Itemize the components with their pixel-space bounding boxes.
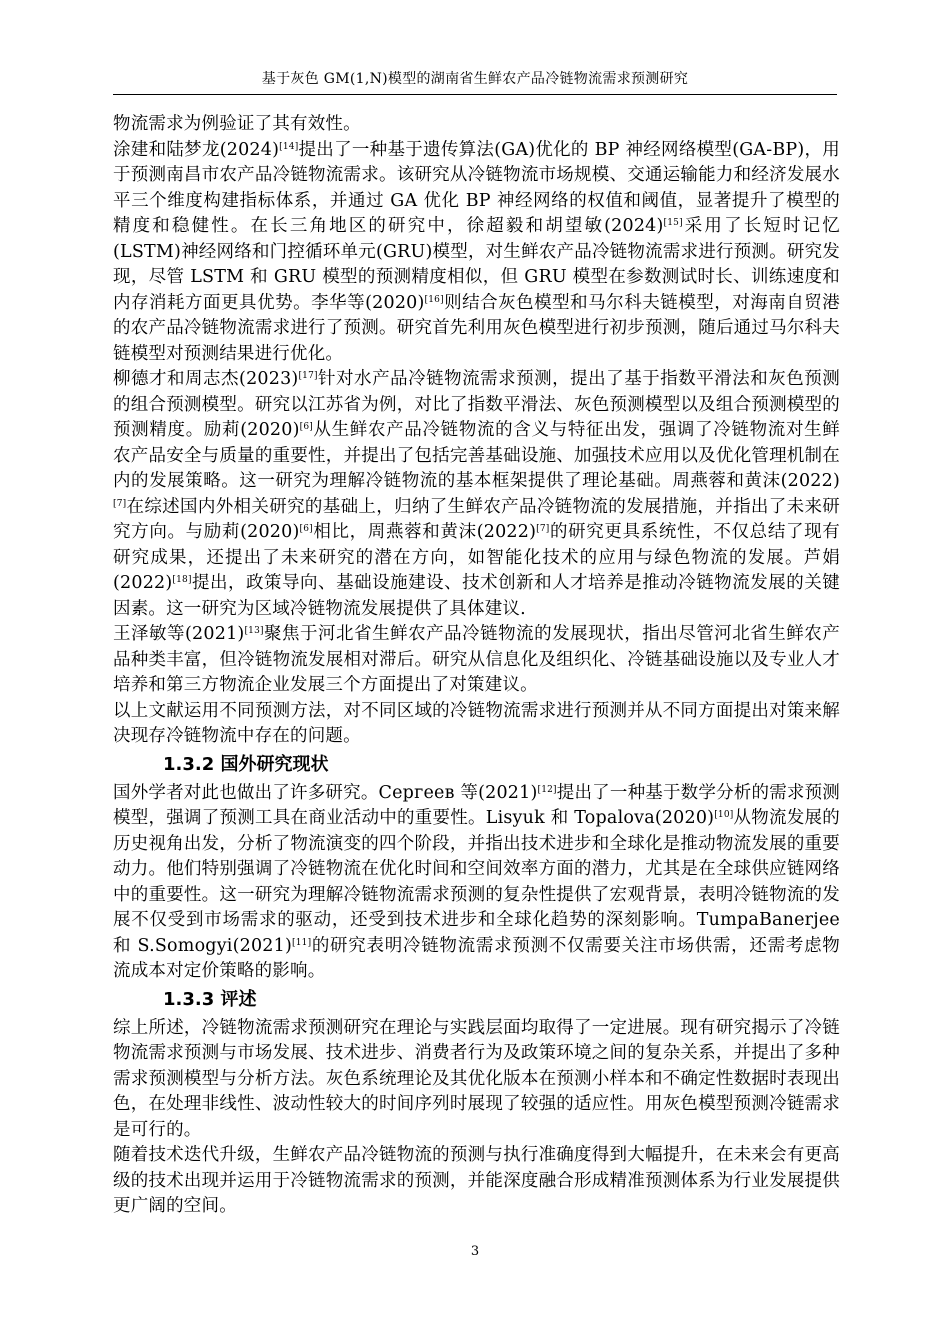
page-number: 3 — [470, 1244, 480, 1259]
citation-superscript: [10] — [714, 810, 734, 820]
text-run: 则结合灰色模型和马尔科夫链模型，对海南自贸港的农产品冷链物流需求进行了预测。研究首先利用灰色模型进行初步预测，随后通过马尔科夫链模型对预测结果进行优化。 — [113, 292, 840, 364]
text-run: 国外学者对此也做出了许多研究。Сергеев 等(2021) — [113, 782, 538, 803]
citation-superscript: [11] — [292, 937, 312, 948]
body-paragraph — [113, 1143, 840, 1220]
section-heading: 1.3.2 国外研究现状 — [163, 753, 329, 775]
citation-superscript: [7] — [113, 498, 127, 509]
page-header — [113, 64, 837, 95]
text-run: 的研究更具系统性，不仅总结了现有研究成果，还提出了未来研究的潜在方向，如智能化技术的应用与绿色物流的发展。芦娟(2022) — [113, 522, 840, 593]
body-paragraph — [113, 622, 840, 699]
text-run: 提出了一种基于遗传算法(GA)优化的 BP 神经网络模型(GA-BP)，用于预测南昌市农产品冷链物流需求。该研究从冷链物流市场规模、交通运输能力和经济发展水平三个维度构建指标体系，并通过 GA 优化 BP 神经网络的权值和阈值，显著提升了模型的精度和稳健性。在长三角地区的研究中，徐超毅和胡望敏(2024) — [113, 139, 840, 236]
text-run: 针对水产品冷链物流需求预测，提出了基于指数平滑法和灰色预测的组合预测模型。研究以江苏省为例，对比了指数平滑法、灰色预测模型以及组合预测模型的预测精度。励莉(2020) — [113, 369, 840, 440]
text-run: 从生鲜农产品冷链物流的含义与特征出发，强调了冷链物流对生鲜农产品安全与质量的重要性，并提出了包括完善基础设施、加强技术应用以及优化管理机制在内的发展策略。这一研究为理解冷链物流的基本框架提供了理论基础。周燕蓉和黄沫(2022) — [113, 420, 840, 491]
text-run: 提出，政策导向、基础设施建设、技术创新和人才培养是推动冷链物流发展的关键因素。这一研究为区域冷链物流发展提供了具体建议. — [113, 573, 840, 619]
text-run: 以上文献运用不同预测方法，对不同区域的冷链物流需求进行预测并从不同方面提出对策来解决现存冷链物流中存在的问题。 — [113, 700, 840, 746]
text-run: 从物流发展的历史视角出发，分析了物流演变的四个阶段，并指出技术进步和全球化是推动物流发展的重要动力。他们特别强调了冷链物流在优化时间和空间效率方面的潜力，尤其是在全球供应链网络中的重要性。这一研究为理解冷链物流需求预测的复杂性提供了宏观背景，表明冷链物流的发展不仅受到市场需求的驱动，还受到技术进步和全球化趋势的深刻影响。TumpaBanerjee 和 S.Somogyi(2021) — [113, 808, 840, 956]
text-run: 提出了一种基于数学分析的需求预测模型，强调了预测工具在商业活动中的重要性。Lisyuk 和 Topalova(2020) — [113, 782, 841, 828]
text-run: 采用了长短时记忆(LSTM)神经网络和门控循环单元(GRU)模型，对生鲜农产品冷链物流需求进行预测。研究发现，尽管 LSTM 和 GRU 模型的预测精度相似，但 GRU 模型在参数测试时长、训练速度和内存消耗方面更具优势。李华等(2020) — [113, 216, 840, 313]
citation-superscript: [17] — [298, 371, 318, 381]
text-run: 涂建和陆梦龙(2024) — [113, 139, 280, 160]
text-run: 在综述国内外相关研究的基础上，归纳了生鲜农产品冷链物流的发展措施，并指出了未来研究方向。与励莉(2020) — [113, 496, 840, 542]
body-paragraph — [113, 367, 840, 622]
header-title: 基于灰色 GM(1,N)模型的湖南省生鲜农产品冷链物流需求预测研究 — [261, 71, 689, 87]
section-heading: 1.3.3 评述 — [163, 988, 257, 1010]
body-paragraph — [113, 781, 840, 985]
text-run: 聚焦于河北省生鲜农产品冷链物流的发展现状，指出尽管河北省生鲜农产品种类丰富，但冷链物流发展相对滞后。研究从信息化及组织化、冷链基础设施以及专业人才培养和第三方物流企业发展三个方面提出了对策建议。 — [113, 624, 840, 695]
body-paragraph — [113, 699, 840, 750]
body-paragraph — [113, 112, 840, 138]
citation-superscript: [16] — [424, 294, 444, 305]
body-paragraph — [113, 138, 840, 368]
citation-superscript: [13] — [244, 626, 264, 636]
text-run: 随着技术迭代升级，生鲜农产品冷链物流的预测与执行准确度得到大幅提升，在未来会有更高级的技术出现并运用于冷链物流需求的预测，并能深度融合形成精准预测体系为行业发展提供更广阔的空间。 — [113, 1145, 840, 1216]
citation-superscript: [14] — [279, 141, 299, 152]
text-run: 相比，周燕蓉和黄沫(2022) — [312, 522, 537, 542]
text-run: 王泽敏等(2021) — [113, 624, 245, 644]
text-run: 柳德才和周志杰(2023) — [113, 369, 299, 389]
text-run: 物流需求为例验证了其有效性。 — [113, 114, 361, 134]
page-body — [113, 112, 840, 1220]
body-paragraph — [113, 1016, 840, 1144]
text-run: 的研究表明冷链物流需求预测不仅需要关注市场供需，还需考虑物流成本对定价策略的影响。 — [113, 935, 840, 981]
citation-superscript: [12] — [537, 784, 557, 795]
text-run: 综上所述，冷链物流需求预测研究在理论与实践层面均取得了一定进展。现有研究揭示了冷链物流需求预测与市场发展、技术进步、消费者行为及政策环境之间的复杂关系，并提出了多种需求预测模型与分析方法。灰色系统理论及其优化版本在预测小样本和不确定性数据时表现出色，在处理非线性、波动性较大的时间序列时展现了较强的适应性。用灰色模型预测冷链需求是可行的。 — [113, 1017, 840, 1140]
citation-superscript: [6] — [299, 524, 313, 534]
citation-superscript: [18] — [172, 575, 192, 585]
citation-superscript: [6] — [299, 422, 313, 432]
citation-superscript: [7] — [536, 524, 550, 534]
citation-superscript: [15] — [663, 218, 683, 228]
